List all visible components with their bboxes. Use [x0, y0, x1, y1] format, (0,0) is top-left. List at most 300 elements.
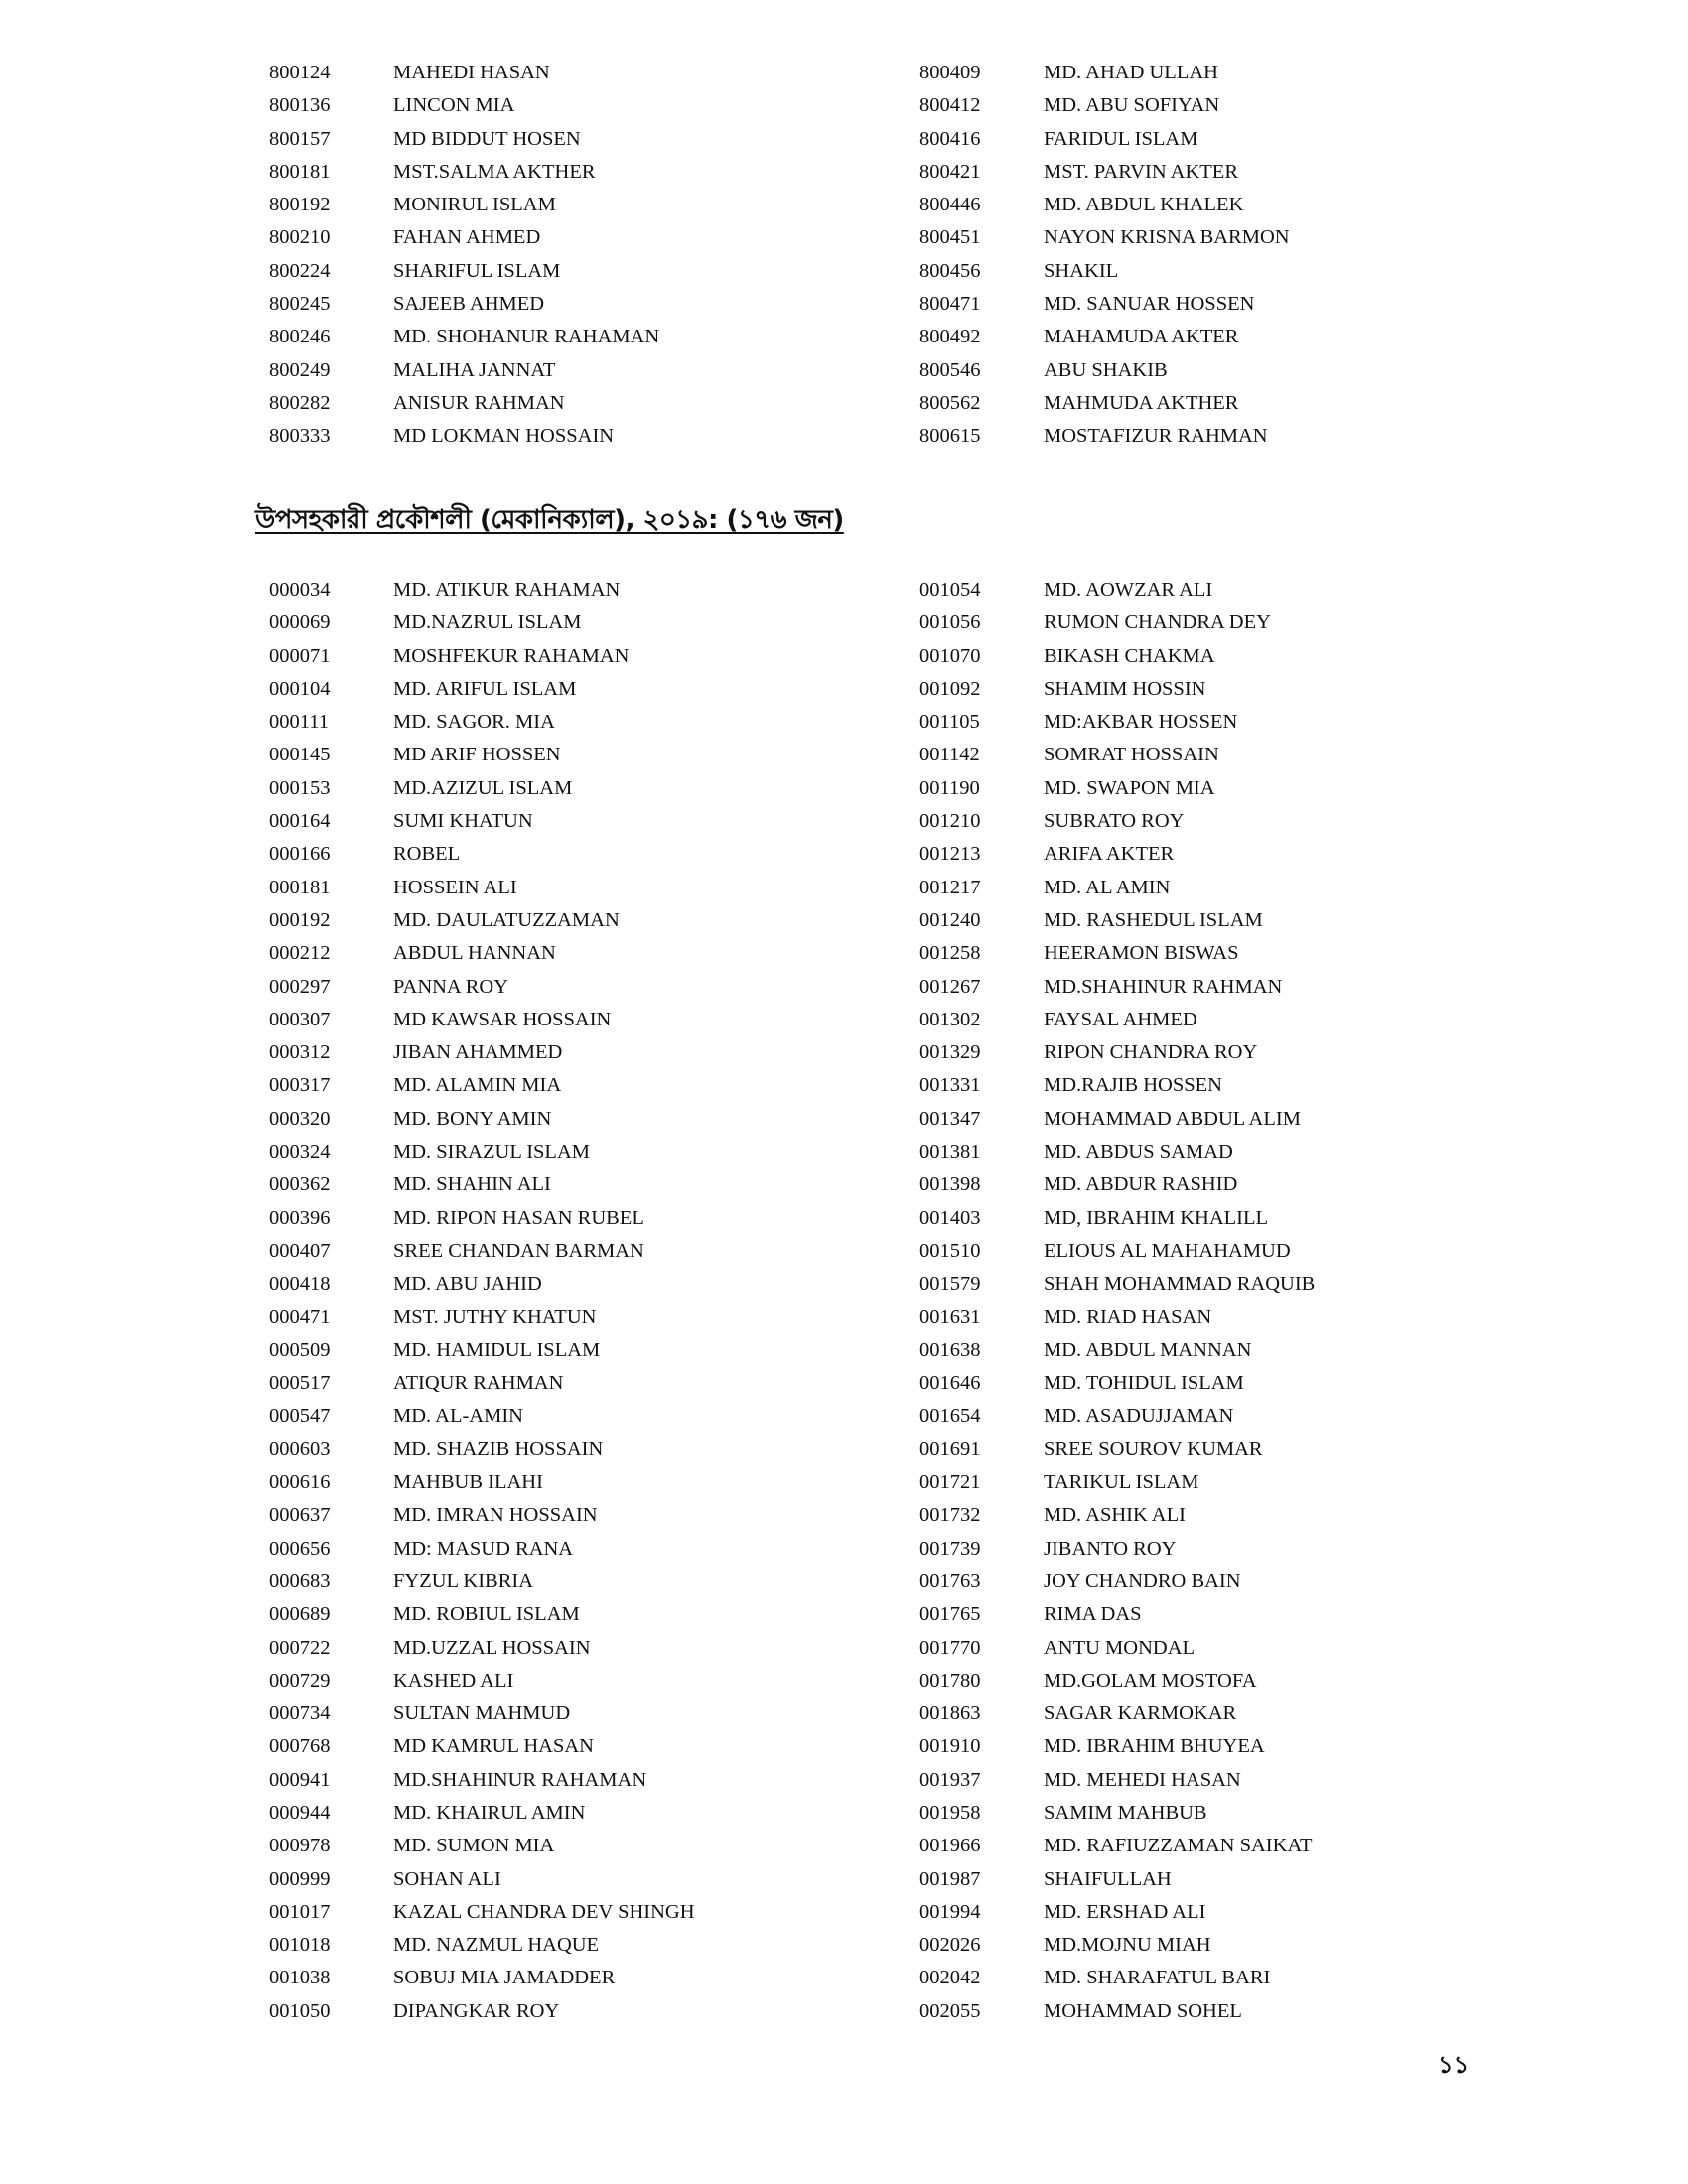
- candidate-name: MOHAMMAD ABDUL ALIM: [1044, 1107, 1301, 1130]
- list-item: [919, 354, 1535, 387]
- candidate-name: MD. ERSHAD ALI: [1044, 1900, 1206, 1923]
- roll-number: 000944: [269, 1801, 331, 1824]
- roll-number: 001213: [919, 843, 981, 866]
- roll-number: 800562: [919, 391, 981, 414]
- candidate-name: FAHAN AHMED: [393, 226, 541, 249]
- roll-number: 001381: [919, 1141, 981, 1163]
- roll-number: 001958: [919, 1801, 981, 1824]
- roll-number: 001763: [919, 1570, 981, 1592]
- roll-number: 800245: [269, 293, 331, 316]
- list-item: [919, 574, 1535, 607]
- list-item: [269, 387, 885, 420]
- list-item: [269, 1202, 885, 1235]
- roll-number: 001050: [269, 1999, 331, 2022]
- list-item: [919, 1466, 1535, 1499]
- roll-number: 001258: [919, 942, 981, 965]
- candidate-name: MD. SAGOR. MIA: [393, 711, 555, 734]
- candidate-name: MD. ARIFUL ISLAM: [393, 677, 577, 700]
- list-item: [269, 937, 885, 970]
- list-item: [919, 57, 1535, 89]
- candidate-name: KAZAL CHANDRA DEV SHINGH: [393, 1900, 695, 1923]
- list-item: [269, 971, 885, 1004]
- roll-number: 000069: [269, 612, 331, 634]
- candidate-name: MD. ABDUS SAMAD: [1044, 1141, 1233, 1163]
- list-item: [269, 1830, 885, 1862]
- candidate-name: MD. NAZMUL HAQUE: [393, 1934, 600, 1957]
- list-item: [919, 1929, 1535, 1962]
- list-item: [919, 1202, 1535, 1235]
- candidate-name: MD. TOHIDUL ISLAM: [1044, 1372, 1244, 1395]
- roll-number: 001579: [919, 1273, 981, 1296]
- roll-number: 001966: [919, 1835, 981, 1857]
- list-item: [269, 1036, 885, 1069]
- list-item: [919, 1598, 1535, 1631]
- list-item: [919, 607, 1535, 639]
- candidate-name: MD. AOWZAR ALI: [1044, 579, 1213, 601]
- candidate-name: MD BIDDUT HOSEN: [393, 127, 581, 150]
- candidate-name: SHAH MOHAMMAD RAQUIB: [1044, 1273, 1316, 1296]
- candidate-name: FARIDUL ISLAM: [1044, 127, 1198, 150]
- list-item: [919, 1962, 1535, 1994]
- candidate-name: SUBRATO ROY: [1044, 810, 1185, 833]
- candidate-name: MD. SHOHANUR RAHAMAN: [393, 326, 660, 348]
- candidate-name: MD. SUMON MIA: [393, 1835, 555, 1857]
- list-item: [269, 1698, 885, 1730]
- list-item: [269, 739, 885, 771]
- list-item: [919, 971, 1535, 1004]
- section-heading: উপসহকারী প্রকৌশলী (মেকানিক্যাল), ২০১৯: (১৭৬ জন): [255, 505, 844, 535]
- candidate-name: MAHBUB ILAHI: [393, 1471, 543, 1494]
- roll-number: 000616: [269, 1471, 331, 1494]
- list-item: [919, 838, 1535, 871]
- candidate-name: MD. ABDUL MANNAN: [1044, 1338, 1252, 1361]
- candidate-name: RIMA DAS: [1044, 1603, 1142, 1626]
- section2-left-column: [269, 574, 885, 2028]
- candidate-name: MD. RIPON HASAN RUBEL: [393, 1206, 644, 1229]
- candidate-name: MD. IMRAN HOSSAIN: [393, 1504, 598, 1527]
- candidate-name: MD. ASHIK ALI: [1044, 1504, 1186, 1527]
- roll-number: 800181: [269, 160, 331, 183]
- list-item: [919, 1533, 1535, 1566]
- roll-number: 000656: [269, 1537, 331, 1560]
- candidate-name: SAMIM MAHBUB: [1044, 1801, 1207, 1824]
- list-item: [919, 1367, 1535, 1400]
- list-item: [919, 189, 1535, 221]
- roll-number: 000111: [269, 711, 329, 734]
- list-item: [269, 640, 885, 673]
- list-item: [269, 89, 885, 122]
- roll-number: 000637: [269, 1504, 331, 1527]
- candidate-name: MD ARIF HOSSEN: [393, 744, 561, 766]
- list-item: [269, 1466, 885, 1499]
- list-item: [919, 1036, 1535, 1069]
- candidate-name: ELIOUS AL MAHAHAMUD: [1044, 1239, 1291, 1262]
- candidate-name: LINCON MIA: [393, 94, 515, 117]
- roll-number: 001937: [919, 1768, 981, 1791]
- list-item: [269, 805, 885, 838]
- candidate-name: MD. ABU SOFIYAN: [1044, 94, 1220, 117]
- list-item: [269, 1797, 885, 1830]
- list-item: [269, 574, 885, 607]
- list-item: [269, 1400, 885, 1433]
- roll-number: 000324: [269, 1141, 331, 1163]
- candidate-name: MD. ABDUL KHALEK: [1044, 194, 1244, 216]
- candidate-name: PANNA ROY: [393, 975, 509, 998]
- candidate-name: MD.UZZAL HOSSAIN: [393, 1636, 591, 1659]
- roll-number: 001398: [919, 1173, 981, 1196]
- roll-number: 000362: [269, 1173, 331, 1196]
- roll-number: 001092: [919, 677, 981, 700]
- list-item: [919, 1136, 1535, 1168]
- roll-number: 001987: [919, 1867, 981, 1890]
- roll-number: 000320: [269, 1107, 331, 1130]
- list-item: [269, 1334, 885, 1367]
- roll-number: 002042: [919, 1967, 981, 1989]
- list-item: [269, 706, 885, 739]
- list-item: [919, 1433, 1535, 1466]
- candidate-name: SAJEEB AHMED: [393, 293, 545, 316]
- roll-number: 001210: [919, 810, 981, 833]
- candidate-name: MD. IBRAHIM BHUYEA: [1044, 1735, 1265, 1758]
- candidate-name: MD:AKBAR HOSSEN: [1044, 711, 1238, 734]
- candidate-name: MST. JUTHY KHATUN: [393, 1305, 597, 1328]
- list-item: [919, 1764, 1535, 1797]
- candidate-name: KASHED ALI: [393, 1669, 514, 1692]
- list-item: [919, 89, 1535, 122]
- roll-number: 000312: [269, 1041, 331, 1064]
- list-item: [919, 1499, 1535, 1532]
- candidate-name: MD, IBRAHIM KHALILL: [1044, 1206, 1269, 1229]
- candidate-name: MONIRUL ISLAM: [393, 194, 556, 216]
- roll-number: 001510: [919, 1239, 981, 1262]
- candidate-name: MD. KHAIRUL AMIN: [393, 1801, 586, 1824]
- candidate-name: MD. SHAHIN ALI: [393, 1173, 551, 1196]
- candidate-name: MD.AZIZUL ISLAM: [393, 776, 573, 799]
- roll-number: 001105: [919, 711, 980, 734]
- roll-number: 800246: [269, 326, 331, 348]
- candidate-name: NAYON KRISNA BARMON: [1044, 226, 1290, 249]
- candidate-name: SHAKIL: [1044, 259, 1119, 282]
- roll-number: 000164: [269, 810, 331, 833]
- candidate-name: MOSHFEKUR RAHAMAN: [393, 644, 630, 667]
- list-item: [919, 123, 1535, 156]
- candidate-name: RUMON CHANDRA DEY: [1044, 612, 1271, 634]
- roll-number: 000418: [269, 1273, 331, 1296]
- roll-number: 800224: [269, 259, 331, 282]
- list-item: [269, 354, 885, 387]
- roll-number: 000722: [269, 1636, 331, 1659]
- candidate-name: SOMRAT HOSSAIN: [1044, 744, 1219, 766]
- roll-number: 001780: [919, 1669, 981, 1692]
- roll-number: 000104: [269, 677, 331, 700]
- list-item: [269, 221, 885, 254]
- list-item: [269, 1499, 885, 1532]
- list-item: [269, 156, 885, 189]
- candidate-name: MD. RASHEDUL ISLAM: [1044, 908, 1263, 931]
- roll-number: 800333: [269, 425, 331, 448]
- roll-number: 001863: [919, 1703, 981, 1725]
- roll-number: 000729: [269, 1669, 331, 1692]
- candidate-name: ABDUL HANNAN: [393, 942, 556, 965]
- roll-number: 001070: [919, 644, 981, 667]
- roll-number: 800192: [269, 194, 331, 216]
- list-item: [919, 1235, 1535, 1268]
- list-item: [919, 1566, 1535, 1598]
- list-item: [269, 1103, 885, 1136]
- roll-number: 000603: [269, 1437, 331, 1460]
- roll-number: 000509: [269, 1338, 331, 1361]
- roll-number: 001765: [919, 1603, 981, 1626]
- list-item: [269, 673, 885, 706]
- list-item: [919, 1268, 1535, 1300]
- list-item: [919, 872, 1535, 904]
- roll-number: 000145: [269, 744, 331, 766]
- candidate-name: TARIKUL ISLAM: [1044, 1471, 1199, 1494]
- list-item: [919, 1168, 1535, 1201]
- candidate-name: MD KAWSAR HOSSAIN: [393, 1008, 612, 1030]
- roll-number: 000689: [269, 1603, 331, 1626]
- list-item: [919, 1797, 1535, 1830]
- roll-number: 800409: [919, 62, 981, 83]
- list-item: [919, 1004, 1535, 1036]
- roll-number: 000471: [269, 1305, 331, 1328]
- list-item: [269, 1301, 885, 1334]
- candidate-name: JOY CHANDRO BAIN: [1044, 1570, 1241, 1592]
- candidate-name: MAHMUDA AKTHER: [1044, 391, 1239, 414]
- roll-number: 001638: [919, 1338, 981, 1361]
- candidate-name: MD: MASUD RANA: [393, 1537, 574, 1560]
- roll-number: 000153: [269, 776, 331, 799]
- candidate-name: MD.RAJIB HOSSEN: [1044, 1074, 1222, 1097]
- list-item: [269, 321, 885, 353]
- candidate-name: MALIHA JANNAT: [393, 358, 556, 381]
- candidate-name: MD. SANUAR HOSSEN: [1044, 293, 1255, 316]
- candidate-name: MD. AHAD ULLAH: [1044, 62, 1218, 83]
- candidate-name: BIKASH CHAKMA: [1044, 644, 1215, 667]
- roll-number: 800124: [269, 62, 331, 83]
- candidate-name: ANTU MONDAL: [1044, 1636, 1196, 1659]
- candidate-name: MST.SALMA AKTHER: [393, 160, 596, 183]
- roll-number: 000297: [269, 975, 331, 998]
- list-item: [919, 288, 1535, 321]
- candidate-name: JIBANTO ROY: [1044, 1537, 1177, 1560]
- list-item: [269, 904, 885, 937]
- list-item: [919, 321, 1535, 353]
- roll-number: 800210: [269, 226, 331, 249]
- page-number: ১১: [1438, 2051, 1470, 2079]
- list-item: [919, 937, 1535, 970]
- list-item: [919, 640, 1535, 673]
- roll-number: 800546: [919, 358, 981, 381]
- roll-number: 001739: [919, 1537, 981, 1560]
- candidate-name: MAHAMUDA AKTER: [1044, 326, 1239, 348]
- candidate-name: MD.MOJNU MIAH: [1044, 1934, 1211, 1957]
- roll-number: 001631: [919, 1305, 981, 1328]
- roll-number: 001770: [919, 1636, 981, 1659]
- roll-number: 800451: [919, 226, 981, 249]
- candidate-name: SOBUJ MIA JAMADDER: [393, 1967, 616, 1989]
- roll-number: 800157: [269, 127, 331, 150]
- candidate-name: SREE CHANDAN BARMAN: [393, 1239, 644, 1262]
- roll-number: 001403: [919, 1206, 981, 1229]
- list-item: [269, 838, 885, 871]
- roll-number: 800615: [919, 425, 981, 448]
- list-item: [919, 772, 1535, 805]
- list-item: [269, 288, 885, 321]
- roll-number: 000307: [269, 1008, 331, 1030]
- list-item: [919, 1896, 1535, 1929]
- roll-number: 001054: [919, 579, 981, 601]
- list-item: [269, 872, 885, 904]
- roll-number: 800136: [269, 94, 331, 117]
- candidate-name: MD. ALAMIN MIA: [393, 1074, 562, 1097]
- list-item: [919, 904, 1535, 937]
- list-item: [269, 1929, 885, 1962]
- list-item: [269, 772, 885, 805]
- candidate-name: RIPON CHANDRA ROY: [1044, 1041, 1258, 1064]
- roll-number: 000768: [269, 1735, 331, 1758]
- candidate-name: MD. BONY AMIN: [393, 1107, 552, 1130]
- candidate-name: MD. ATIKUR RAHAMAN: [393, 579, 621, 601]
- candidate-name: MD. RAFIUZZAMAN SAIKAT: [1044, 1835, 1313, 1857]
- candidate-name: SHARIFUL ISLAM: [393, 259, 561, 282]
- list-item: [269, 1863, 885, 1896]
- candidate-name: MD.GOLAM MOSTOFA: [1044, 1669, 1257, 1692]
- candidate-name: SHAIFULLAH: [1044, 1867, 1172, 1890]
- candidate-name: MAHEDI HASAN: [393, 62, 550, 83]
- roll-number: 000683: [269, 1570, 331, 1592]
- list-item: [919, 221, 1535, 254]
- list-item: [269, 1995, 885, 2028]
- list-item: [269, 1367, 885, 1400]
- roll-number: 001302: [919, 1008, 981, 1030]
- candidate-name: MD. SHAZIB HOSSAIN: [393, 1437, 604, 1460]
- candidate-name: HOSSEIN ALI: [393, 876, 517, 898]
- list-item: [919, 1830, 1535, 1862]
- roll-number: 800456: [919, 259, 981, 282]
- candidate-name: ANISUR RAHMAN: [393, 391, 565, 414]
- roll-number: 001721: [919, 1471, 981, 1494]
- roll-number: 001910: [919, 1735, 981, 1758]
- roll-number: 001190: [919, 776, 980, 799]
- candidate-name: MD. SIRAZUL ISLAM: [393, 1141, 590, 1163]
- roll-number: 000034: [269, 579, 331, 601]
- candidate-name: MD.NAZRUL ISLAM: [393, 612, 582, 634]
- section1-left-column: [269, 57, 885, 454]
- list-item: [919, 1698, 1535, 1730]
- candidate-name: DIPANGKAR ROY: [393, 1999, 560, 2022]
- roll-number: 000317: [269, 1074, 331, 1097]
- roll-number: 002055: [919, 1999, 981, 2022]
- list-item: [919, 1103, 1535, 1136]
- candidate-name: MST. PARVIN AKTER: [1044, 160, 1238, 183]
- roll-number: 001240: [919, 908, 981, 931]
- candidate-name: MD. ASADUJJAMAN: [1044, 1405, 1234, 1428]
- list-item: [269, 1433, 885, 1466]
- list-item: [919, 1995, 1535, 2028]
- list-item: [269, 1665, 885, 1698]
- candidate-name: FYZUL KIBRIA: [393, 1570, 534, 1592]
- list-item: [269, 1896, 885, 1929]
- candidate-name: MOSTAFIZUR RAHMAN: [1044, 425, 1268, 448]
- roll-number: 001691: [919, 1437, 981, 1460]
- roll-number: 002026: [919, 1934, 981, 1957]
- list-item: [269, 1268, 885, 1300]
- list-item: [919, 1334, 1535, 1367]
- list-item: [269, 1598, 885, 1631]
- candidate-name: HEERAMON BISWAS: [1044, 942, 1239, 965]
- list-item: [269, 1069, 885, 1102]
- list-item: [269, 1632, 885, 1665]
- roll-number: 001654: [919, 1405, 981, 1428]
- list-item: [919, 1301, 1535, 1334]
- list-item: [919, 420, 1535, 453]
- candidate-name: SOHAN ALI: [393, 1867, 501, 1890]
- roll-number: 000212: [269, 942, 331, 965]
- list-item: [269, 1136, 885, 1168]
- roll-number: 000978: [269, 1835, 331, 1857]
- roll-number: 001331: [919, 1074, 981, 1097]
- list-item: [919, 1730, 1535, 1763]
- candidate-name: SULTAN MAHMUD: [393, 1703, 571, 1725]
- list-item: [919, 805, 1535, 838]
- list-item: [919, 1665, 1535, 1698]
- candidate-name: ARIFA AKTER: [1044, 843, 1175, 866]
- roll-number: 800412: [919, 94, 981, 117]
- candidate-name: MD. ABDUR RASHID: [1044, 1173, 1238, 1196]
- roll-number: 000071: [269, 644, 331, 667]
- roll-number: 000181: [269, 876, 331, 898]
- list-item: [269, 1533, 885, 1566]
- candidate-name: MD LOKMAN HOSSAIN: [393, 425, 615, 448]
- candidate-name: MD. SHARAFATUL BARI: [1044, 1967, 1271, 1989]
- list-item: [919, 255, 1535, 288]
- roll-number: 000396: [269, 1206, 331, 1229]
- list-item: [269, 1235, 885, 1268]
- roll-number: 001329: [919, 1041, 981, 1064]
- roll-number: 001038: [269, 1967, 331, 1989]
- list-item: [919, 387, 1535, 420]
- candidate-name: MD.SHAHINUR RAHAMAN: [393, 1768, 647, 1791]
- roll-number: 001017: [269, 1900, 331, 1923]
- roll-number: 000192: [269, 908, 331, 931]
- list-item: [919, 1632, 1535, 1665]
- list-item: [919, 1863, 1535, 1896]
- section1-right-column: [919, 57, 1535, 454]
- roll-number: 800416: [919, 127, 981, 150]
- candidate-name: MD. HAMIDUL ISLAM: [393, 1338, 601, 1361]
- list-item: [269, 123, 885, 156]
- candidate-name: MD. ROBIUL ISLAM: [393, 1603, 580, 1626]
- roll-number: 800471: [919, 293, 981, 316]
- candidate-name: MD KAMRUL HASAN: [393, 1735, 594, 1758]
- list-item: [919, 156, 1535, 189]
- list-item: [269, 57, 885, 89]
- list-item: [269, 1764, 885, 1797]
- list-item: [269, 1730, 885, 1763]
- roll-number: 000734: [269, 1703, 331, 1725]
- list-item: [269, 255, 885, 288]
- roll-number: 000547: [269, 1405, 331, 1428]
- list-item: [919, 673, 1535, 706]
- roll-number: 001056: [919, 612, 981, 634]
- candidate-name: ABU SHAKIB: [1044, 358, 1168, 381]
- roll-number: 800282: [269, 391, 331, 414]
- list-item: [269, 1962, 885, 1994]
- candidate-name: MD. ABU JAHID: [393, 1273, 542, 1296]
- roll-number: 001142: [919, 744, 980, 766]
- roll-number: 800421: [919, 160, 981, 183]
